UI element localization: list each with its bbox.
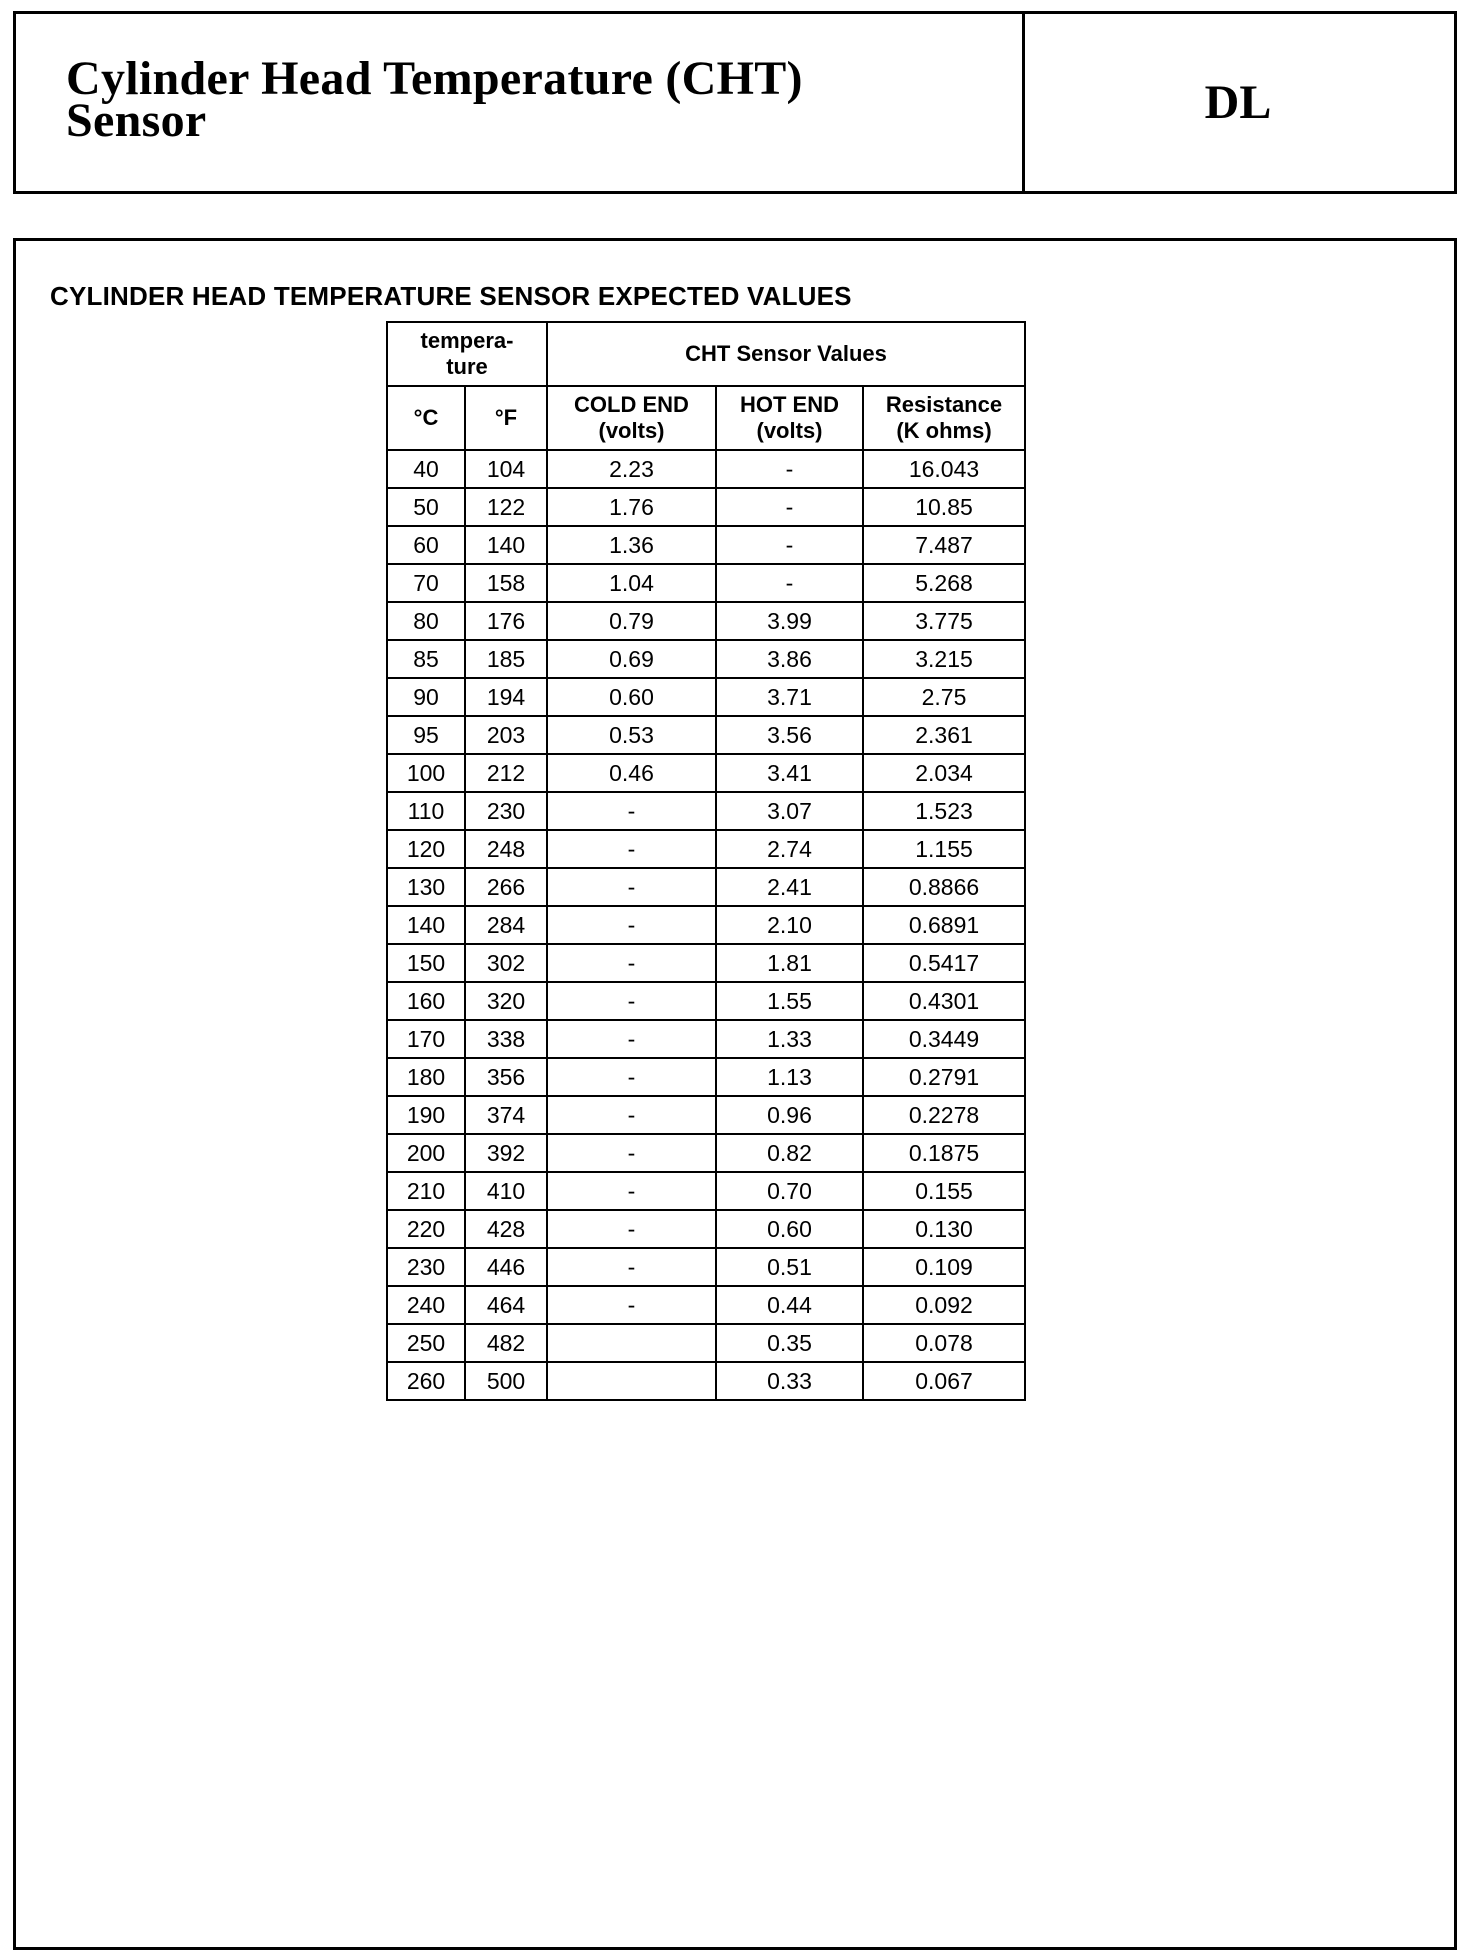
resistance-header-line2: (K ohms) — [896, 418, 992, 443]
cold-end-cell: - — [547, 906, 716, 944]
resistance-cell: 0.130 — [863, 1210, 1025, 1248]
table-row — [387, 1286, 1025, 1324]
resistance-cell: 0.067 — [863, 1362, 1025, 1400]
cold-end-cell: 1.04 — [547, 564, 716, 602]
resistance-cell: 0.8866 — [863, 868, 1025, 906]
hot-end-header — [716, 386, 863, 450]
table-body — [387, 450, 1025, 1400]
hot-end-cell: 0.44 — [716, 1286, 863, 1324]
table-row — [387, 1020, 1025, 1058]
celsius-cell: 150 — [387, 944, 465, 982]
hot-end-cell: 2.41 — [716, 868, 863, 906]
table-row — [387, 1210, 1025, 1248]
cold-end-cell: - — [547, 868, 716, 906]
table-column-header-row — [387, 386, 1025, 450]
fahrenheit-cell: 482 — [465, 1324, 547, 1362]
fahrenheit-cell: 428 — [465, 1210, 547, 1248]
celsius-cell: 85 — [387, 640, 465, 678]
hot-end-cell: 2.10 — [716, 906, 863, 944]
hot-end-cell: - — [716, 450, 863, 488]
table-row — [387, 1134, 1025, 1172]
cold-end-cell: - — [547, 792, 716, 830]
section-code: DL — [1204, 76, 1272, 129]
celsius-cell: 220 — [387, 1210, 465, 1248]
table-row — [387, 906, 1025, 944]
cold-end-cell: - — [547, 944, 716, 982]
celsius-cell: 240 — [387, 1286, 465, 1324]
cold-end-cell: - — [547, 1134, 716, 1172]
fahrenheit-cell: 374 — [465, 1096, 547, 1134]
resistance-cell: 2.75 — [863, 678, 1025, 716]
cold-end-header — [547, 386, 716, 450]
hot-end-cell: - — [716, 526, 863, 564]
cht-values-table — [386, 321, 1026, 1401]
table-row — [387, 716, 1025, 754]
temperature-header-line1: tempera- — [420, 328, 514, 353]
celsius-cell: 110 — [387, 792, 465, 830]
fahrenheit-cell: 410 — [465, 1172, 547, 1210]
hot-end-cell: 0.82 — [716, 1134, 863, 1172]
hot-end-cell: 1.33 — [716, 1020, 863, 1058]
celsius-cell: 170 — [387, 1020, 465, 1058]
fahrenheit-cell: 356 — [465, 1058, 547, 1096]
celsius-cell: 260 — [387, 1362, 465, 1400]
resistance-cell: 0.078 — [863, 1324, 1025, 1362]
hot-end-cell: 0.96 — [716, 1096, 863, 1134]
resistance-cell: 16.043 — [863, 450, 1025, 488]
celsius-cell: 230 — [387, 1248, 465, 1286]
celsius-cell: 50 — [387, 488, 465, 526]
cht-values-group-header: CHT Sensor Values — [547, 322, 1025, 386]
fahrenheit-cell: 338 — [465, 1020, 547, 1058]
celsius-header: °C — [387, 386, 465, 450]
cold-end-cell: - — [547, 1172, 716, 1210]
resistance-cell: 0.092 — [863, 1286, 1025, 1324]
hot-end-cell: 3.07 — [716, 792, 863, 830]
cold-end-cell: - — [547, 1096, 716, 1134]
hot-end-cell: 1.13 — [716, 1058, 863, 1096]
resistance-cell: 2.034 — [863, 754, 1025, 792]
hot-end-header-line2: (volts) — [756, 418, 823, 443]
cold-end-cell: 1.76 — [547, 488, 716, 526]
hot-end-cell: 2.74 — [716, 830, 863, 868]
table-row — [387, 1324, 1025, 1362]
resistance-cell: 0.109 — [863, 1248, 1025, 1286]
celsius-cell: 140 — [387, 906, 465, 944]
fahrenheit-cell: 194 — [465, 678, 547, 716]
table-row — [387, 488, 1025, 526]
content-panel — [13, 238, 1457, 1950]
cold-end-cell: 0.46 — [547, 754, 716, 792]
hot-end-cell: 1.55 — [716, 982, 863, 1020]
celsius-cell: 40 — [387, 450, 465, 488]
hot-end-cell: 0.60 — [716, 1210, 863, 1248]
resistance-cell: 0.2278 — [863, 1096, 1025, 1134]
table-row — [387, 1172, 1025, 1210]
cold-end-cell: - — [547, 830, 716, 868]
fahrenheit-cell: 203 — [465, 716, 547, 754]
table-row — [387, 640, 1025, 678]
table-row — [387, 868, 1025, 906]
cold-end-cell: - — [547, 1020, 716, 1058]
table-row — [387, 982, 1025, 1020]
resistance-cell: 0.6891 — [863, 906, 1025, 944]
hot-end-cell: - — [716, 488, 863, 526]
celsius-cell: 210 — [387, 1172, 465, 1210]
table-row — [387, 1096, 1025, 1134]
resistance-header-line1: Resistance — [885, 392, 1003, 417]
hot-end-cell: 3.41 — [716, 754, 863, 792]
hot-end-cell: 1.81 — [716, 944, 863, 982]
resistance-header — [863, 386, 1025, 450]
celsius-cell: 180 — [387, 1058, 465, 1096]
temperature-group-header — [387, 322, 547, 386]
table-row — [387, 450, 1025, 488]
cold-end-cell: 0.79 — [547, 602, 716, 640]
resistance-cell: 0.1875 — [863, 1134, 1025, 1172]
cold-end-cell: - — [547, 1286, 716, 1324]
table-row — [387, 754, 1025, 792]
fahrenheit-cell: 185 — [465, 640, 547, 678]
resistance-cell: 3.775 — [863, 602, 1025, 640]
section-title: CYLINDER HEAD TEMPERATURE SENSOR EXPECTED VALUES — [50, 281, 852, 311]
hot-end-cell: 3.71 — [716, 678, 863, 716]
hot-end-cell: - — [716, 564, 863, 602]
fahrenheit-cell: 158 — [465, 564, 547, 602]
table-row — [387, 1248, 1025, 1286]
page-header — [13, 11, 1457, 194]
fahrenheit-cell: 392 — [465, 1134, 547, 1172]
cold-end-cell — [547, 1324, 716, 1362]
cold-end-cell: 1.36 — [547, 526, 716, 564]
cold-end-cell: 0.69 — [547, 640, 716, 678]
hot-end-cell: 3.56 — [716, 716, 863, 754]
page-title-line1: Cylinder Head Temperature (CHT) — [66, 52, 803, 105]
cold-end-cell: - — [547, 1058, 716, 1096]
cold-end-header-line1: COLD END — [574, 392, 689, 417]
resistance-cell: 2.361 — [863, 716, 1025, 754]
hot-end-header-line1: HOT END — [740, 392, 839, 417]
cold-end-header-line2: (volts) — [598, 418, 665, 443]
resistance-cell: 3.215 — [863, 640, 1025, 678]
resistance-cell: 1.523 — [863, 792, 1025, 830]
resistance-cell: 5.268 — [863, 564, 1025, 602]
temperature-header-line2: ture — [446, 354, 488, 379]
fahrenheit-cell: 284 — [465, 906, 547, 944]
celsius-cell: 160 — [387, 982, 465, 1020]
fahrenheit-cell: 302 — [465, 944, 547, 982]
fahrenheit-cell: 446 — [465, 1248, 547, 1286]
celsius-cell: 95 — [387, 716, 465, 754]
table-row — [387, 830, 1025, 868]
table-row — [387, 1362, 1025, 1400]
celsius-cell: 190 — [387, 1096, 465, 1134]
fahrenheit-cell: 122 — [465, 488, 547, 526]
fahrenheit-cell: 464 — [465, 1286, 547, 1324]
fahrenheit-cell: 104 — [465, 450, 547, 488]
resistance-cell: 0.5417 — [863, 944, 1025, 982]
table-row — [387, 602, 1025, 640]
celsius-cell: 250 — [387, 1324, 465, 1362]
fahrenheit-cell: 230 — [465, 792, 547, 830]
hot-end-cell: 3.86 — [716, 640, 863, 678]
resistance-cell: 1.155 — [863, 830, 1025, 868]
cold-end-cell: 0.60 — [547, 678, 716, 716]
table-group-header-row — [387, 322, 1025, 386]
celsius-cell: 80 — [387, 602, 465, 640]
resistance-cell: 0.2791 — [863, 1058, 1025, 1096]
table-row — [387, 1058, 1025, 1096]
hot-end-cell: 0.35 — [716, 1324, 863, 1362]
fahrenheit-cell: 176 — [465, 602, 547, 640]
table-row — [387, 792, 1025, 830]
resistance-cell: 7.487 — [863, 526, 1025, 564]
celsius-cell: 200 — [387, 1134, 465, 1172]
resistance-cell: 10.85 — [863, 488, 1025, 526]
page-title — [66, 52, 803, 147]
table-row — [387, 564, 1025, 602]
hot-end-cell: 0.51 — [716, 1248, 863, 1286]
fahrenheit-cell: 320 — [465, 982, 547, 1020]
hot-end-cell: 0.33 — [716, 1362, 863, 1400]
fahrenheit-cell: 248 — [465, 830, 547, 868]
table-row — [387, 678, 1025, 716]
table-row — [387, 944, 1025, 982]
page-title-line2: Sensor — [66, 94, 207, 147]
resistance-cell: 0.155 — [863, 1172, 1025, 1210]
celsius-cell: 60 — [387, 526, 465, 564]
cold-end-cell: 0.53 — [547, 716, 716, 754]
table-row — [387, 526, 1025, 564]
cold-end-cell: 2.23 — [547, 450, 716, 488]
celsius-cell: 120 — [387, 830, 465, 868]
fahrenheit-header: °F — [465, 386, 547, 450]
resistance-cell: 0.4301 — [863, 982, 1025, 1020]
fahrenheit-cell: 266 — [465, 868, 547, 906]
fahrenheit-cell: 500 — [465, 1362, 547, 1400]
celsius-cell: 130 — [387, 868, 465, 906]
cold-end-cell: - — [547, 1248, 716, 1286]
celsius-cell: 100 — [387, 754, 465, 792]
hot-end-cell: 0.70 — [716, 1172, 863, 1210]
cold-end-cell: - — [547, 982, 716, 1020]
celsius-cell: 90 — [387, 678, 465, 716]
cold-end-cell — [547, 1362, 716, 1400]
fahrenheit-cell: 140 — [465, 526, 547, 564]
celsius-cell: 70 — [387, 564, 465, 602]
cold-end-cell: - — [547, 1210, 716, 1248]
hot-end-cell: 3.99 — [716, 602, 863, 640]
resistance-cell: 0.3449 — [863, 1020, 1025, 1058]
fahrenheit-cell: 212 — [465, 754, 547, 792]
